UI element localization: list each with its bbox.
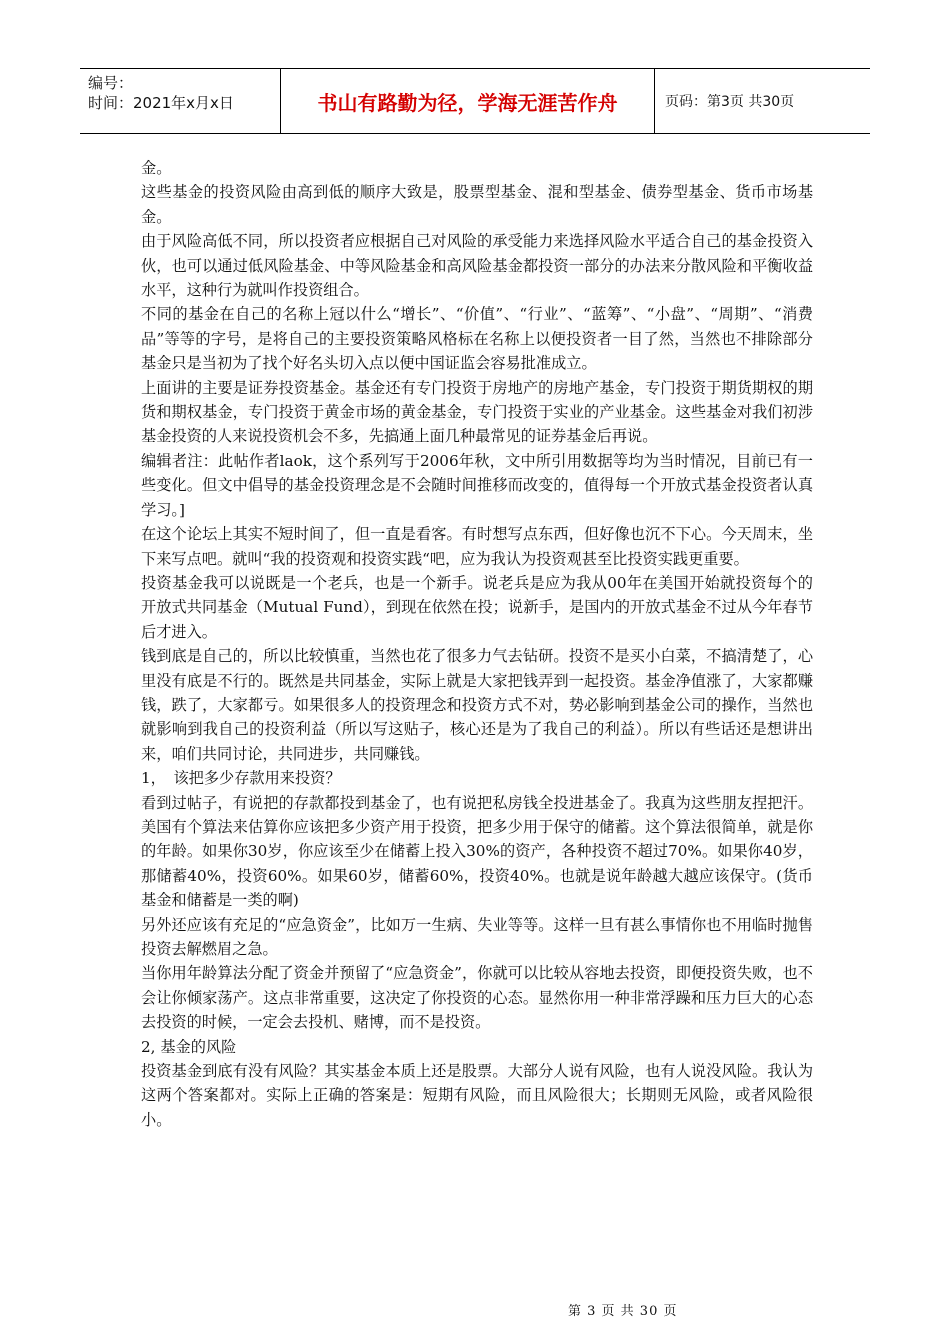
paragraph: 另外还应该有充足的“应急资金”，比如万一生病、失业等等。这样一旦有甚么事情你也不用临时抛售投资去解燃眉之急。 <box>141 915 813 958</box>
section-heading: 2, 基金的风险 <box>141 1037 237 1056</box>
header-page-label: 页码：第3页 共30页 <box>665 94 795 110</box>
number-label: 编号： <box>88 74 134 92</box>
paragraph: 在这个论坛上其实不短时间了，但一直是看客。有时想写点东西，但好像也沉不下心。今天周末，坐下来写点吧。就叫“我的投资观和投资实践“吧，应为我认为投资观甚至比投资实践更重要。 <box>141 525 813 568</box>
paragraph: 上面讲的主要是证券投资基金。基金还有专门投资于房地产的房地产基金，专门投资于期货期权的期货和期权基金，专门投资于黄金市场的黄金基金，专门投资于实业的产业基金。这些基金对我们初涉基金投资的人来说投资机会不多，先搞通上面几种最常见的证券基金后再说。 <box>141 378 813 446</box>
paragraph: 看到过帖子，有说把的存款都投到基金了，也有说把私房钱全投进基金了。我真为这些朋友捏把汗。美国有个算法来估算你应该把多少资产用于投资，把多少用于保守的储蓄。这个算法很简单，就是你的年龄。如果你30岁，你应该至少在储蓄上投入30%的资产，各种投资不超过70%。如果你40岁，那储蓄40%，投资60%。如果60岁，储蓄60%，投资40%。也就是说年龄越大越应该保守。(货币基金和储蓄是一类的啊) <box>141 793 813 910</box>
paragraph: 编辑者注：此帖作者laok，这个系列写于2006年秋，文中所引用数据等均为当时情况，目前已有一些变化。但文中倡导的基金投资理念是不会随时间推移而改变的，值得每一个开放式基金投资者认真学习。] <box>141 451 813 519</box>
paragraph: 不同的基金在自己的名称上冠以什么“增长”、“价值”、“行业”、“蓝筹”、“小盘”、“周期”、“消费品”等等的字号，是将自己的主要投资策略风格标在名称上以便投资者一目了然，当然也不排除部分基金只是当初为了找个好名头切入点以便中国证监会容易批准成立。 <box>141 305 813 373</box>
paragraph: 这些基金的投资风险由高到低的顺序大致是，股票型基金、混和型基金、债券型基金、货币市场基金。 <box>141 183 813 226</box>
paragraph: 投资基金我可以说既是一个老兵，也是一个新手。说老兵是应为我从00年在美国开始就投资每个的开放式共同基金（Mutual Fund），到现在依然在投；说新手，是国内的开放式基金不过从今年春节后才进入。 <box>141 573 813 641</box>
header-motto: 书山有路勤为径，学海无涯苦作舟 <box>281 69 655 133</box>
paragraph: 由于风险高低不同，所以投资者应根据自己对风险的承受能力来选择风险水平适合自己的基金投资入伙，也可以通过低风险基金、中等风险基金和高风险基金都投资一部分的办法来分散风险和平衡收益水平，这种行为就叫作投资组合。 <box>141 232 813 300</box>
paragraph: 钱到底是自己的，所以比较慎重，当然也花了很多力气去钻研。投资不是买小白菜，不搞清楚了，心里没有底是不行的。既然是共同基金，实际上就是大家把钱弄到一起投资。基金净值涨了，大家都赚钱，跌了，大家都亏。如果很多人的投资理念和投资方式不对，势必影响到基金公司的操作，当然也就影响到我自己的投资利益（所以写这贴子，核心还是为了我自己的利益）。所以有些话还是想讲出来，咱们共同讨论，共同进步，共同赚钱。 <box>141 647 813 763</box>
section-heading: 1， 该把多少存款用来投资？ <box>141 769 341 788</box>
date-label: 时间：2021年x月x日 <box>88 94 234 112</box>
document-header <box>80 68 870 134</box>
header-info-cell <box>80 69 281 133</box>
paragraph: 金。 <box>141 159 172 177</box>
paragraph: 投资基金到底有没有风险？其实基金本质上还是股票。大部分人说有风险，也有人说没风险。我认为这两个答案都对。实际上正确的答案是：短期有风险，而且风险很大；长期则无风险，或者风险很小。 <box>141 1062 813 1129</box>
document-body <box>141 156 813 1132</box>
paragraph: 当你用年龄算法分配了资金并预留了“应急资金”，你就可以比较从容地去投资，即便投资失败，也不会让你倾家荡产。这点非常重要，这决定了你投资的心态。显然你用一种非常浮躁和压力巨大的心态去投资的时候，一定会去投机、赌博，而不是投资。 <box>141 964 813 1032</box>
page-footer: 第 3 页 共 30 页 <box>568 1304 678 1319</box>
